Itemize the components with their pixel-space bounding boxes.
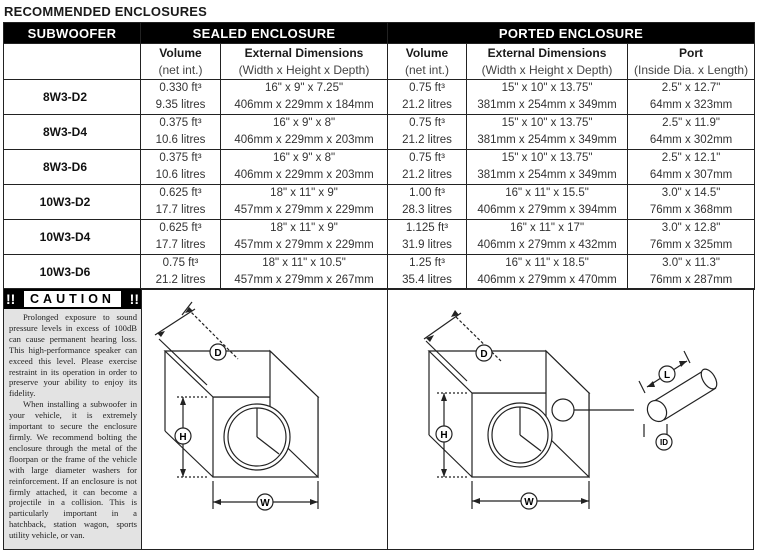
enclosure-table bbox=[3, 22, 755, 290]
cell-line: 15" x 10" x 13.75" bbox=[501, 117, 593, 129]
height-label: H bbox=[440, 430, 448, 441]
caution-paragraph-hearing: Prolonged exposure to sound pressure levels in excess of 100dB can cause permanent hearing loss. This high-performance speaker can exceed this level. Please exercise restraint in its operation in order to preserve your ability to enjoy its fidelity. bbox=[9, 312, 137, 399]
cell-line: 15" x 10" x 13.75" bbox=[501, 152, 593, 164]
sealed-dimensions-cell bbox=[221, 150, 388, 185]
depth-label: D bbox=[214, 348, 222, 359]
sealed-volume-cell bbox=[141, 115, 221, 150]
sealed-dims-label: External Dimensions bbox=[244, 46, 364, 60]
cell-line: 64mm x 302mm bbox=[649, 134, 733, 146]
cell-line: 18" x 11" x 10.5" bbox=[262, 257, 346, 269]
cell-line: 3.0" x 12.8" bbox=[661, 222, 721, 234]
caution-text bbox=[4, 309, 141, 543]
sealed-enclosure-diagram-panel bbox=[143, 289, 388, 549]
cell-line: 3.0" x 11.3" bbox=[662, 257, 720, 269]
ported-volume-cell bbox=[388, 115, 467, 150]
table-row bbox=[4, 115, 755, 150]
caution-heading: CAUTION bbox=[24, 291, 121, 307]
caution-paragraph-mounting: When installing a subwoofer in your vehicle, it is extremely important to secure the enclosure firmly. We recommend bolting the enclosure through the metal of the floorpan or the frame of the vehicle with large diameter washers for reinforcement. If an enclosure is not firmly attached, it can become a projectile in a collision. This is particularly important in a hatchback, station wagon, sports utility vehicle, or van. bbox=[9, 399, 137, 541]
subwoofer-model: 10W3-D6 bbox=[4, 255, 141, 290]
port-note: (Inside Dia. x Length) bbox=[634, 63, 749, 77]
cell-line: 64mm x 323mm bbox=[649, 99, 733, 111]
cell-line: 1.125 ft³ bbox=[405, 222, 449, 234]
sealed-volume-cell bbox=[141, 185, 221, 220]
cell-line: 2.5" x 12.7" bbox=[661, 82, 721, 94]
cell-line: 0.75 ft³ bbox=[409, 82, 445, 94]
depth-label: D bbox=[480, 349, 488, 360]
cell-line: 406mm x 279mm x 470mm bbox=[477, 274, 617, 286]
sealed-dims-note: (Width x Height x Depth) bbox=[238, 63, 370, 77]
subwoofer-model: 10W3-D2 bbox=[4, 185, 141, 220]
cell-line: 16" x 9" x 8" bbox=[272, 117, 336, 129]
cell-line: 76mm x 325mm bbox=[649, 239, 733, 251]
cell-line: 0.330 ft³ bbox=[159, 82, 202, 94]
ported-volume-subheader bbox=[388, 44, 467, 80]
ported-volume-cell bbox=[388, 255, 467, 290]
table-subheader-row bbox=[4, 44, 755, 80]
cell-line: 21.2 litres bbox=[155, 274, 206, 286]
table-header-row bbox=[4, 23, 755, 44]
subwoofer-model: 8W3-D2 bbox=[4, 80, 141, 115]
ported-dimensions-cell bbox=[467, 115, 628, 150]
cell-line: 10.6 litres bbox=[155, 134, 206, 146]
cell-line: 10.6 litres bbox=[155, 169, 206, 181]
sealed-dimensions-cell bbox=[221, 115, 388, 150]
cell-line: 381mm x 254mm x 349mm bbox=[477, 169, 617, 181]
cell-line: 16" x 11" x 18.5" bbox=[505, 257, 589, 269]
ported-enclosure-header: PORTED ENCLOSURE bbox=[388, 23, 755, 44]
length-label: L bbox=[663, 370, 671, 381]
port-size-cell bbox=[628, 80, 755, 115]
cell-line: 0.75 ft³ bbox=[162, 257, 199, 269]
cell-line: 16" x 11" x 15.5" bbox=[505, 187, 589, 199]
cell-line: 0.375 ft³ bbox=[159, 152, 202, 164]
port-tube-icon bbox=[644, 366, 720, 425]
cell-line: 406mm x 279mm x 432mm bbox=[477, 239, 617, 251]
cell-line: 76mm x 287mm bbox=[649, 274, 733, 286]
subwoofer-model: 8W3-D6 bbox=[4, 150, 141, 185]
cell-line: 0.75 ft³ bbox=[409, 117, 445, 129]
cell-line: 21.2 litres bbox=[402, 169, 452, 181]
sealed-dimensions-cell bbox=[221, 220, 388, 255]
ported-dims-subheader bbox=[467, 44, 628, 80]
port-label: Port bbox=[679, 46, 704, 60]
sealed-dimensions-cell bbox=[221, 80, 388, 115]
caution-box bbox=[4, 289, 142, 549]
cell-line: 406mm x 279mm x 394mm bbox=[477, 204, 617, 216]
cell-line: 31.9 litres bbox=[402, 239, 452, 251]
sealed-enclosure-header: SEALED ENCLOSURE bbox=[141, 23, 388, 44]
warning-icon: !! bbox=[129, 291, 139, 307]
port-subheader bbox=[628, 44, 755, 80]
sealed-volume-note: (net int.) bbox=[158, 63, 203, 77]
page-title: RECOMMENDED ENCLOSURES bbox=[4, 4, 208, 19]
height-label: H bbox=[179, 432, 187, 443]
cell-line: 0.75 ft³ bbox=[409, 152, 445, 164]
ported-dimensions-cell bbox=[467, 185, 628, 220]
ported-dims-note: (Width x Height x Depth) bbox=[481, 63, 613, 77]
sealed-dims-subheader bbox=[221, 44, 388, 80]
ported-dimensions-cell bbox=[467, 80, 628, 115]
cell-line: 35.4 litres bbox=[402, 274, 452, 286]
sealed-volume-cell bbox=[141, 220, 221, 255]
table-body bbox=[4, 80, 755, 290]
cell-line: 381mm x 254mm x 349mm bbox=[477, 99, 617, 111]
cell-line: 2.5" x 12.1" bbox=[661, 152, 721, 164]
cell-line: 406mm x 229mm x 203mm bbox=[234, 134, 374, 146]
cell-line: 28.3 litres bbox=[402, 204, 452, 216]
sealed-volume-cell bbox=[141, 150, 221, 185]
cell-line: 457mm x 279mm x 229mm bbox=[234, 204, 374, 216]
cell-line: 1.00 ft³ bbox=[409, 187, 445, 199]
cell-line: 17.7 litres bbox=[155, 239, 206, 251]
bottom-section bbox=[3, 288, 754, 550]
cell-line: 3.0" x 14.5" bbox=[661, 187, 721, 199]
cell-line: 381mm x 254mm x 349mm bbox=[477, 134, 617, 146]
ported-volume-note: (net int.) bbox=[405, 63, 450, 77]
ported-volume-cell bbox=[388, 185, 467, 220]
width-label: W bbox=[260, 498, 270, 509]
table-row bbox=[4, 220, 755, 255]
port-size-cell bbox=[628, 220, 755, 255]
cell-line: 64mm x 307mm bbox=[649, 169, 733, 181]
cell-line: 406mm x 229mm x 203mm bbox=[234, 169, 374, 181]
ported-box-diagram bbox=[389, 289, 753, 549]
table-row bbox=[4, 185, 755, 220]
cell-line: 457mm x 279mm x 267mm bbox=[234, 274, 374, 286]
ported-enclosure-diagram-panel bbox=[389, 289, 753, 549]
caution-header bbox=[4, 289, 141, 309]
warning-icon: !! bbox=[6, 291, 16, 307]
ported-volume-label: Volume bbox=[405, 46, 449, 60]
cell-line: 0.625 ft³ bbox=[159, 222, 202, 234]
cell-line: 15" x 10" x 13.75" bbox=[501, 82, 593, 94]
cell-line: 17.7 litres bbox=[155, 204, 206, 216]
ported-dims-label: External Dimensions bbox=[487, 46, 607, 60]
port-size-cell bbox=[628, 150, 755, 185]
cell-line: 16" x 9" x 8" bbox=[272, 152, 336, 164]
subwoofer-model: 10W3-D4 bbox=[4, 220, 141, 255]
cell-line: 21.2 litres bbox=[402, 99, 452, 111]
subwoofer-header: SUBWOOFER bbox=[4, 23, 141, 44]
ported-volume-cell bbox=[388, 150, 467, 185]
table-row bbox=[4, 150, 755, 185]
cell-line: 16" x 11" x 17" bbox=[509, 222, 585, 234]
port-opening-icon bbox=[552, 399, 574, 421]
cell-line: 406mm x 229mm x 184mm bbox=[234, 99, 374, 111]
cell-line: 0.375 ft³ bbox=[159, 117, 202, 129]
cell-line: 18" x 11" x 9" bbox=[270, 222, 338, 234]
ported-volume-cell bbox=[388, 80, 467, 115]
cell-line: 18" x 11" x 9" bbox=[270, 187, 338, 199]
sealed-dimensions-cell bbox=[221, 185, 388, 220]
cell-line: 9.35 litres bbox=[155, 99, 206, 111]
sealed-volume-cell bbox=[141, 255, 221, 290]
table-row bbox=[4, 80, 755, 115]
cell-line: 16" x 9" x 7.25" bbox=[264, 82, 344, 94]
sealed-volume-label: Volume bbox=[159, 46, 202, 60]
sealed-box-diagram bbox=[143, 289, 388, 549]
cell-line: 21.2 litres bbox=[402, 134, 452, 146]
sealed-volume-subheader bbox=[141, 44, 221, 80]
cell-line: 76mm x 368mm bbox=[649, 204, 733, 216]
inside-diameter-label: ID bbox=[660, 438, 668, 447]
port-size-cell bbox=[628, 255, 755, 290]
cell-line: 457mm x 279mm x 229mm bbox=[234, 239, 374, 251]
ported-dimensions-cell bbox=[467, 150, 628, 185]
ported-dimensions-cell bbox=[467, 255, 628, 290]
port-size-cell bbox=[628, 185, 755, 220]
subwoofer-model: 8W3-D4 bbox=[4, 115, 141, 150]
ported-dimensions-cell bbox=[467, 220, 628, 255]
sealed-dimensions-cell bbox=[221, 255, 388, 290]
ported-volume-cell bbox=[388, 220, 467, 255]
cell-line: 2.5" x 11.9" bbox=[662, 117, 720, 129]
sealed-volume-cell bbox=[141, 80, 221, 115]
cell-line: 1.25 ft³ bbox=[409, 257, 445, 269]
port-size-cell bbox=[628, 115, 755, 150]
subheader-blank bbox=[4, 44, 141, 80]
width-label: W bbox=[524, 497, 534, 508]
table-row bbox=[4, 255, 755, 290]
cell-line: 0.625 ft³ bbox=[159, 187, 202, 199]
